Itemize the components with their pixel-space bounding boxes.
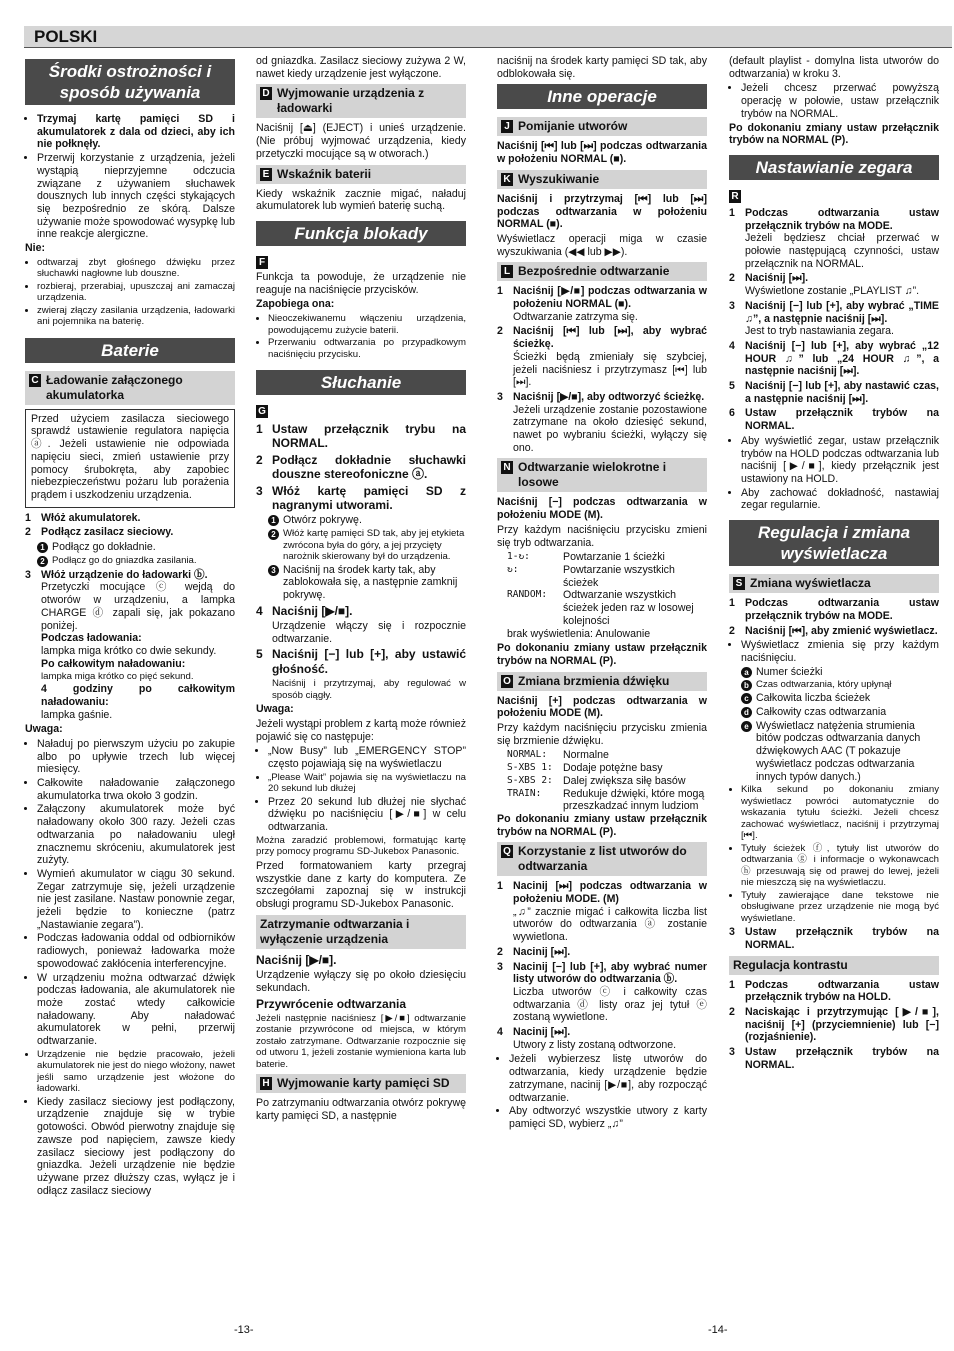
uwaga-item: • W urządzeniu można odtwarzać dźwięk podczas ładowania, ale akumulatorek nie może zostać wtedy całkowicie naładowany. Aby naładować akumulatorek w pełni, przerwij odtwarzanie. xyxy=(37,972,235,1048)
continued-text: (default playlist - domylna lista utworów do odtwarzania) w kroku 3. xyxy=(729,55,939,80)
q-item: • Jeżeli wybierzesz listę utworów do odtwarzania, kiedy urządzenie będzie zatrzymane, nacinij [▶/■], aby rozpocząć odtwarzanie. xyxy=(509,1053,707,1104)
continued-text: naciśnij na środek karty pamięci SD tak, aby odblokowała się. xyxy=(497,55,707,80)
step: 1 Podczas odtwarzania ustaw przełącznik trybów na MODE. Jeżeli będziesz chciał przerwać w połowie następującą czynności, ustaw przełącznik na NORMAL. xyxy=(729,206,939,270)
page-number-right: -14- xyxy=(708,1324,728,1336)
section-o-header: O Zmiana brzmienia dźwięku xyxy=(497,672,707,691)
section-n-text-2: Przy każdym naciśnięciu przycisku zmieni się tryb odtwarzania. xyxy=(497,523,707,549)
uwaga-list xyxy=(256,745,466,834)
section-d-text: Naciśnij [⏏] (EJECT) i unieś urządzenie. (Nie próbuj wyjmować urządzenia, kiedy przetyczki mocujące są w otworach.) xyxy=(256,122,466,160)
display-item: • Wyświetlacz zmienia się przy każdym naciśnięciu. xyxy=(741,639,939,664)
safety-list-2 xyxy=(25,152,235,241)
q-item: • Aby odtworzyć wszystkie utwory z karty pamięci SD, wybierz „♫” xyxy=(509,1105,707,1130)
uwaga-item: • Załączony akumulatorek może być naładowany około 300 razy. Jeżeli czas odtwarzania po naładowaniu uległ znacznemu skróceniu, akumulatorek jest zużyty. xyxy=(37,803,235,867)
display-note: • Tytuły zawierające dane tekstowe nie obsługiwane przez urządzenie nie mogą być wyświetlane. xyxy=(741,890,939,925)
step: 6 Ustaw przełącznik trybów na NORMAL. xyxy=(729,407,939,433)
language-title: POLSKI xyxy=(34,27,98,46)
uwaga-list xyxy=(25,738,235,1198)
display-mode: b Czas odtwarzania, który upłynął xyxy=(741,679,939,691)
step: 2 Naciśnij [⏭]. Wyświetlone zostanie „PLAYLIST ♫”. xyxy=(729,272,920,298)
column-4 xyxy=(729,55,939,1074)
display-notes xyxy=(729,784,939,924)
uwaga-label: Uwaga: xyxy=(25,723,63,736)
section-e-header: E Wskaźnik baterii xyxy=(256,165,466,184)
section-q-header: Q Korzystanie z list utworów do odtwarzania xyxy=(497,842,707,876)
section-l-header: L Bezpośrednie odtwarzanie xyxy=(497,262,707,281)
restore-title: Przywrócenie odtwarzania xyxy=(256,996,407,1011)
step: 4 Naciśnij [−] lub [+], aby wybrać „12 HOUR ♫” lub „24 HOUR ♫”, a następnie naciśnij [⏭]. xyxy=(729,339,939,378)
restore-text: Jeżeli następnie naciśniesz [▶/■] odtwarzanie zostanie przywrócone od miejsca, w którym zostało zatrzymane. Odtwarzanie rozpocznie się od utworu 1, jeżeli zostanie wymieniona karta lub baterie. xyxy=(256,1012,466,1070)
substep: 2 Podłącz go do gniazdka zasilania. xyxy=(37,555,235,567)
section-f-letter: F xyxy=(256,256,268,269)
heading-lock: Funkcja blokady xyxy=(256,221,466,246)
heading-display: Regulacja i zmiana wyświetlacza xyxy=(729,520,939,566)
safety-item: • Trzymaj kartę pamięci SD i akumulatorek z dala od dzieci, aby ich nie połknęły. xyxy=(37,113,235,151)
step: 2 Naciskając i przytrzymując [▶/■], naciśnij [+] (przyciemnienie) lub [−] (rozjaśnienie). xyxy=(729,1006,939,1044)
step: 1 Włóż akumulatorek. xyxy=(25,511,141,524)
display-mode: a Numer ścieżki xyxy=(741,666,939,679)
clock-item: • Aby wyświetlić zegar, ustaw przełącznik trybów na HOLD podczas odtwarzania lub naciśnij [▶/■], kiedy przełącznik jest ustawiony na HOLD. xyxy=(741,435,939,486)
step: 2 Nacinij [⏭]. xyxy=(497,945,571,958)
mode-none: brak wyświetlenia: Anulowanie xyxy=(507,627,651,640)
heading-other: Inne operacje xyxy=(497,84,707,109)
sound-row: S-XBS 1: Dodaje potężne basy xyxy=(507,762,663,775)
mode-row: ↻: Powtarzanie wszystkich ścieżek xyxy=(507,563,675,589)
sound-after: Po dokonaniu zmiany ustaw przełącznik trybów na NORMAL (P). xyxy=(497,812,707,838)
substep: 3 Naciśnij na środek karty tak, aby zablokowała się, a następnie zamknij pokrywę. xyxy=(268,564,466,602)
language-header xyxy=(24,26,952,48)
clock-item: • Aby zachować dokładność, nastawiaj zegar regularnie. xyxy=(741,487,939,512)
mode-row: 1-↻: Powtarzanie 1 ścieżki xyxy=(507,551,665,564)
step: 3 Ustaw przełącznik trybów na NORMAL. xyxy=(729,1046,939,1071)
nie-label: Nie: xyxy=(25,242,46,255)
prevents-item: • Nieoczekiwanemu włączeniu urządzenia, powodującemu zużycie baterii. xyxy=(268,313,466,336)
uwaga-item: • Przez 20 sekund lub dłużej nie słychać dźwięku po naciśnięciu [▶/■] w celu odtwarzania. xyxy=(268,796,466,834)
mode-row: RANDOM: Odtwarzanie wszystkich ścieżek jeden raz w losowej kolejności xyxy=(507,589,694,627)
step: 3 Ustaw przełącznik trybów na NORMAL. xyxy=(729,926,939,951)
nie-item: • rozbieraj, przerabiaj, upuszczaj ani zamaczaj urządzenia. xyxy=(37,281,235,304)
section-d-header: D Wyjmowanie urządzenia z ładowarki xyxy=(256,84,466,118)
warning-text: Przed użyciem zasilacza sieciowego sprawdź ustawienie regulatora napięcia ⓐ. Jeżeli ustawienie nie odpowiada napięciu sieci, zmień ustawienie przy pomocy śrubokręta, aby zapobiec niebezpieczeństwu pożaru lub porażenia prądem i uszkodzeniu urządzenia. xyxy=(31,412,229,501)
section-r-letter: R xyxy=(729,190,741,203)
section-j-text: Naciśnij [⏮] lub [⏭] podczas odtwarzania w położeniu NORMAL (■). xyxy=(497,140,707,166)
section-h-text: Po zatrzymaniu odtwarzania otwórz pokrywę karty pamięci SD, a następnie xyxy=(256,1097,466,1123)
q-list xyxy=(497,1053,707,1130)
step-4-text: Urządzenie włączy się i rozpocznie odtwarzanie. xyxy=(272,620,466,645)
cont-after: Po dokonaniu zmiany ustaw przełącznik trybów na NORMAL (P). xyxy=(729,121,939,147)
fix-text: Można zaradzić problemowi, formatując kartę przy pomocy programu SD-Jukebox Panasonic. xyxy=(256,834,466,858)
section-h-header: H Wyjmowanie karty pamięci SD xyxy=(256,1074,466,1093)
stop-header: Zatrzymanie odtwarzania i wyłączenie urządzenia xyxy=(256,915,466,949)
cont-item: • Jeżeli chcesz przerwać powyższą operację w połowie, ustaw przełącznik trybów na NORMAL. xyxy=(741,82,939,120)
nie-item: • odtwarzaj zbyt głośnego dźwięku przez słuchawki nagłowne lub douszne. xyxy=(37,257,235,280)
heading-listen: Słuchanie xyxy=(256,370,466,395)
uwaga-item: • Całkowite naładowanie załączonego akumulatorka trwa około 3 godzin. xyxy=(37,777,235,802)
safety-item: • Przerwij korzystanie z urządzenia, jeżeli wystąpią nieprzyjemne odczucia związane z używaniem słuchawek dousznych lub innych części stykających się bezpośrednio ze skórą. Dalsze używanie może spowodować wysypkę lub inne reakcje alergiczne. xyxy=(37,152,235,241)
step-5-text: Naciśnij i przytrzymaj, aby regulować w sposób ciągły. xyxy=(272,678,466,701)
uwaga-item: • „Now Busy” lub „EMERGENCY STOP” często pojawiają się na wyświetlaczu xyxy=(268,745,466,770)
display-note: • Kilka sekund po dokonaniu zmiany wyświetlacz powróci automatycznie do wskazania tytułu ścieżki. Jeżeli chcesz zachować wyświetlacz, naciśnij i przytrzymaj [⏮]. xyxy=(741,784,939,842)
column-2 xyxy=(256,55,466,1125)
column-1 xyxy=(25,55,235,1198)
uwaga-item: • Podczas ładowania oddal od odbiorników radiowych, ponieważ ładowarka może spowodować zakłócenia interferencyjne. xyxy=(37,932,235,970)
section-k-text-2: Wyświetlacz operacji miga w czasie wyszukiwania (◀◀ lub ▶▶). xyxy=(497,232,707,258)
step: 1 Podczas odtwarzania ustaw przełącznik trybów na HOLD. xyxy=(729,978,939,1004)
prevents-label: Zapobiega ona: xyxy=(256,298,335,311)
safety-list xyxy=(25,113,235,151)
step: 3 Naciśnij [−] lub [+], aby wybrać „TIME ♫”, a następnie naciśnij [⏭]. Jest to tryb nastawiania zegara. xyxy=(729,299,939,338)
substep: 1 Podłącz go dokładnie. xyxy=(37,541,235,554)
warning-box xyxy=(25,409,235,508)
nie-item: • zwieraj złączy zasilania urządzenia, ładowarki ani pojemnika na baterię. xyxy=(37,305,235,328)
section-n-header: N Odtwarzanie wielokrotne i losowe xyxy=(497,458,707,492)
section-s-header: S Zmiana wyświetlacza xyxy=(729,574,939,593)
display-mode: e Wyświetlacz natężenia strumienia bitów podczas odtwarzania danych dźwiękowych AAC (T pokazuje wyświetlacz podczas odtwarzania innych typów danych.) xyxy=(741,720,939,784)
uwaga-label: Uwaga: xyxy=(256,703,294,716)
display-mode: d Całkowity czas odtwarzania xyxy=(741,706,939,719)
step: 1 Podczas odtwarzania ustaw przełącznik trybów na MODE. xyxy=(729,597,939,622)
step: 3 Włóż urządzenie do ładowarki ⓑ. Przetyczki mocujące ⓒ wejdą do otworów w urządzeniu, a lampka CHARGE ⓓ zapali się, jak pokazano poniżej. Podczas ładowania: lampka miga krótko co dwie sekundy. Po całkowitym naładowaniu: lampka miga krótko co pięć sekund. 4 godziny po całkowitym naładowaniu: lampka gaśnie. xyxy=(25,568,235,721)
section-n-text: Naciśnij [−] podczas odtwarzania w położeniu MODE (M). xyxy=(497,496,707,522)
format-text: Przed formatowaniem karty przegraj wszystkie dane z karty do komputera. Ze szczegółami zapoznaj się w instrukcji obsługi programu SD-Jukebox Panasonic. xyxy=(256,859,466,910)
sound-row: S-XBS 2: Dalej zwiększa siłę basów xyxy=(507,774,686,787)
display-list xyxy=(729,639,939,664)
substep: 2 Włóż kartę pamięci SD tak, aby jej etykieta zwrócona była do góry, a jej przycięty narożnik skierowany był do urządzenia. xyxy=(268,528,466,563)
contrast-header: Regulacja kontrastu xyxy=(729,956,939,975)
step: 4 Nacinij [⏭]. Utwory z listy zostaną odtworzone. xyxy=(497,1026,677,1051)
heading-batteries: Baterie xyxy=(25,338,235,363)
step: 1 Nacinij [⏭] podczas odtwarzania w położeniu MODE. (M) „♫” zacznie migać i całkowita liczba list utworów do odtwarzania ⓐ zostanie wywietlona. xyxy=(497,880,707,944)
step: 2 Naciśnij [⏮], aby zmienić wyświetlacz. xyxy=(729,624,938,637)
page-number-left: -13- xyxy=(234,1324,254,1336)
prevents-item: • Przerwaniu odtwarzania po przypadkowym naciśnięciu przycisku. xyxy=(268,337,466,360)
sound-row: NORMAL: Normalne xyxy=(507,749,609,762)
clock-list xyxy=(729,435,939,512)
mode-after: Po dokonaniu zmiany ustaw przełącznik trybów na NORMAL (P). xyxy=(497,642,707,667)
heading-clock: Nastawianie zegara xyxy=(729,155,939,180)
sound-row: TRAIN: Redukuje dźwięki, które mogą przeszkadzać innym ludziom xyxy=(507,787,705,813)
section-e-text: Kiedy wskaźnik zacznie migać, naładuj akumulatorek lub wymień baterię suchą. xyxy=(256,187,466,213)
lock-text: Funkcja ta powoduje, że urządzenie nie reaguje na naciśnięcie przycisków. xyxy=(256,270,466,296)
uwaga-item: • Kiedy zasilacz sieciowy jest podłączony, urządzenie znajduje się w trybie gotowości. Obwód pierwotny znajduje się zawsze pod napięciem, zawsze kiedy zasilacz sieciowy jest podłączony do gniazdka. Jeżeli urządzenie nie będzie używane przez dłuższy czas, wyłącz je i odłącz zasilacz sieciowy xyxy=(37,1096,235,1198)
section-g-letter: G xyxy=(256,405,268,418)
uwaga-item: • Naładuj po pierwszym użyciu po zakupie albo po upływie trzech lub więcej miesięcy. xyxy=(37,738,235,776)
uwaga-item: • Wymień akumulator w ciągu 30 sekund. Zegar zatrzymuje się, jeżeli urządzenie nie jest zasilane. Nastaw ponownie zegar, jeżeli będzie to konieczne (patrz „Nastawianie zegara”). xyxy=(37,868,235,932)
section-c-title: Ładowanie załączonego akumulatorka xyxy=(46,372,183,402)
step: 2 Naciśnij [⏮] lub [⏭], aby wybrać ścieżkę. Ścieżki będą zmieniały się szybciej, jeżeli naciśniesz i przytrzymasz [⏮] lub [⏭]. xyxy=(497,325,707,389)
step: 2 Podłącz zasilacz sieciowy. xyxy=(25,526,174,539)
uwaga-text: Jeżeli wystąpi problem z kartą może również pojawić się co następuje: xyxy=(256,717,466,743)
substep: 1 Otwórz pokrywę. xyxy=(268,514,466,527)
stop-press: Naciśnij [▶/■]. xyxy=(256,952,337,967)
section-o-text-2: Przy każdym naciśnięciu przycisku zmienia się brzmienie dźwięku. xyxy=(497,722,707,747)
step: 5 Naciśnij [−] lub [+], aby nastawić czas, a następnie naciśnij [⏭]. xyxy=(729,380,939,405)
step: 5 Naciśnij [−] lub [+], aby ustawić głośność. xyxy=(256,647,466,676)
step: 3 Włóż kartę pamięci SD z nagranymi utworami. xyxy=(256,483,466,512)
continued-text: od gniazdka. Zasilacz sieciowy zużywa 2 W, nawet kiedy urządzenie jest wyłączone. xyxy=(256,55,466,80)
uwaga-item: • „Please Wait” pojawia się na wyświetlaczu na 20 sekund lub dłużej xyxy=(268,772,466,795)
step: 2 Podłącz dokładnie słuchawki dousznе stereofoniczne ⓐ. xyxy=(256,452,466,482)
section-c-letter: C xyxy=(29,374,41,387)
step: 4 Naciśnij [▶/■]. xyxy=(256,603,353,618)
step: 1 Ustaw przełącznik trybu na NORMAL. xyxy=(256,422,466,451)
cont-list xyxy=(729,82,939,120)
section-k-text: Naciśnij i przytrzymaj [⏮] lub [⏭] podczas odtwarzania w położeniu NORMAL (■). xyxy=(497,192,707,231)
prevents-list xyxy=(256,313,466,360)
uwaga-item: • Urządzenie nie będzie pracowało, jeżeli akumulatorek nie jest do niego włożony, nawet jeśli samo urządzenie jest włożone do ładowarki. xyxy=(37,1049,235,1095)
column-3 xyxy=(497,55,707,1132)
display-note: • Tytuły ścieżek ⓕ, tytuły list utworów do odtwarzania ⓖ i informacje o wykonawcach ⓗ przesuwają się od prawej do lewej, jeżeli nie mieszczą się na wyświetlaczu. xyxy=(741,843,939,889)
step: 3 Nacinij [−] lub [+], aby wybrać numer listy utworów do odtwarzania ⓑ. Liczba utworów ⓒ i całkowity czas odtwarzania ⓓ listy oraz jej tytuł ⓔ zostaną wywietlone. xyxy=(497,960,707,1024)
step: 1 Naciśnij [▶/■] podczas odtwarzania w położeniu NORMAL (■). Odtwarzanie zatrzyma się. xyxy=(497,285,707,323)
section-j-header: J Pomijanie utworów xyxy=(497,117,707,136)
heading-safety: Środki ostrożności i sposób używania xyxy=(25,59,235,105)
stop-text: Urządzenie wyłączy się po około dziesięciu sekundach. xyxy=(256,969,466,994)
step: 3 Naciśnij [▶/■], aby odtworzyć ścieżkę. Jeżeli urządzenie zostanie pozostawione zatrzymane na około dziesięć sekund, nawet po wybraniu ścieżki, wyłączy się ono. xyxy=(497,390,707,454)
display-mode: c Całkowita liczba ścieżek xyxy=(741,692,939,705)
section-c-header xyxy=(25,371,235,405)
nie-list xyxy=(25,257,235,328)
section-o-text: Naciśnij [+] podczas odtwarzania w położeniu MODE (M). xyxy=(497,694,707,720)
section-k-header: K Wyszukiwanie xyxy=(497,170,707,189)
